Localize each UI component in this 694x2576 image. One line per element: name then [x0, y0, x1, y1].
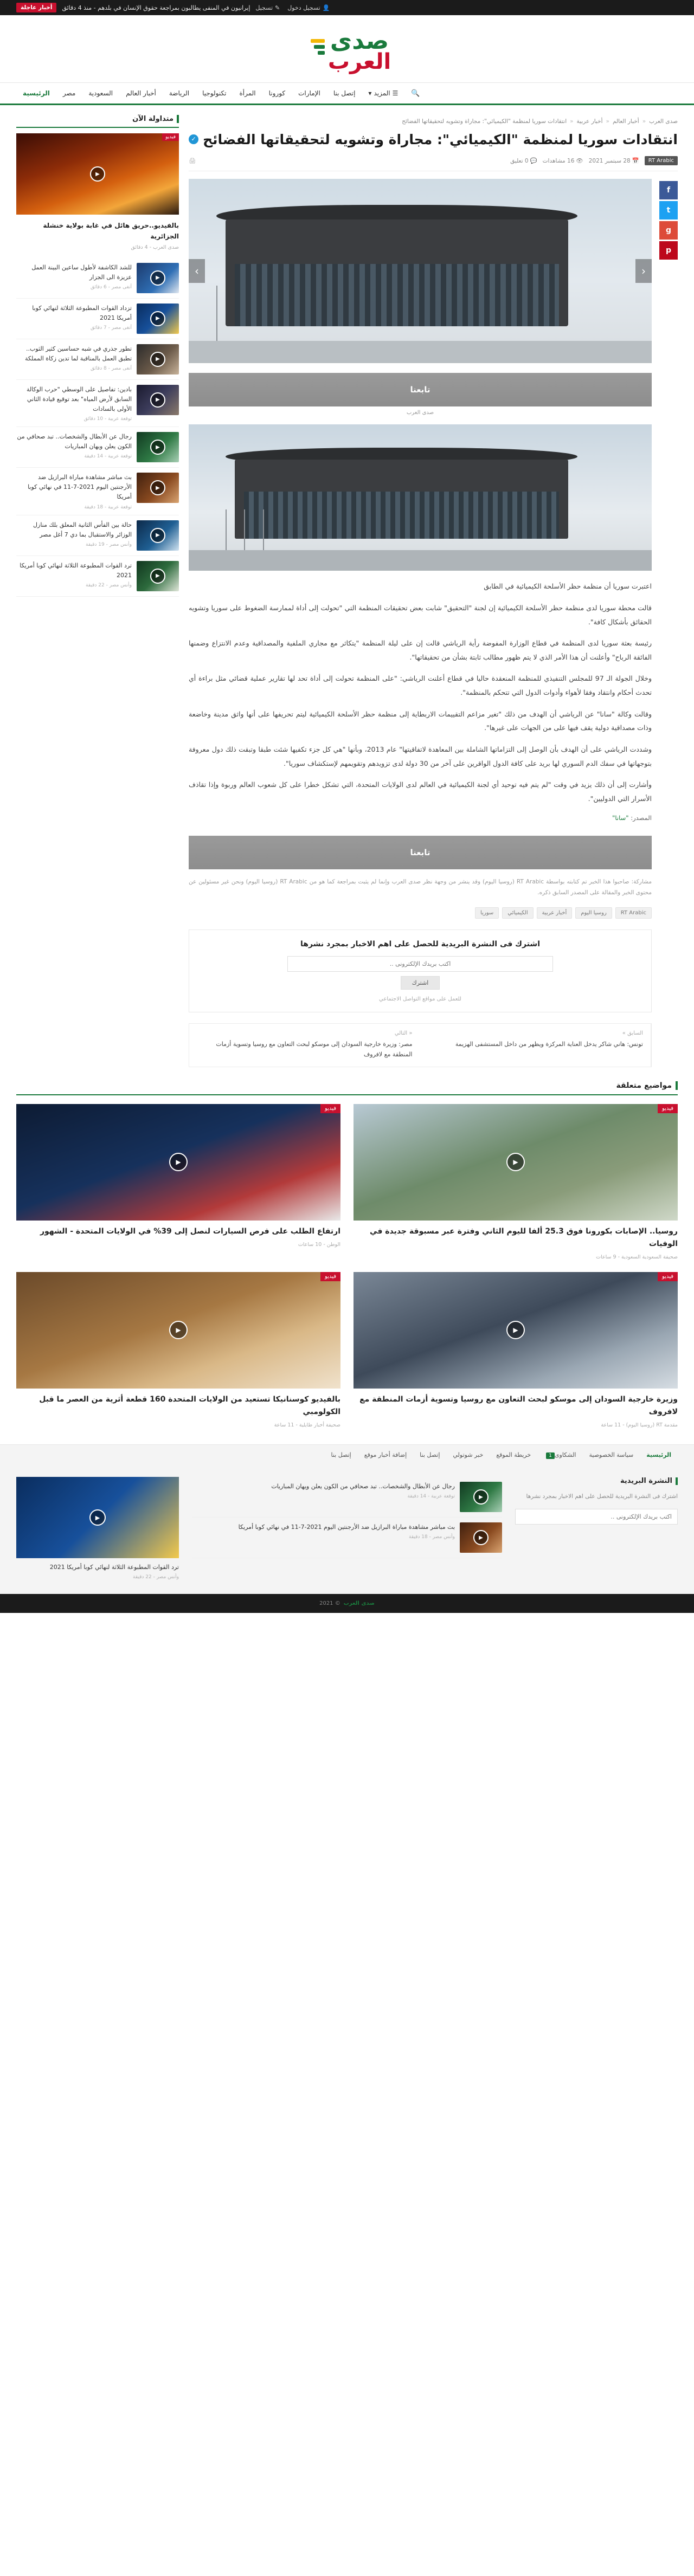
footer-nav-home[interactable]: الرئيسية	[646, 1451, 671, 1458]
footer-nav-contact-2[interactable]: إتصل بنا	[331, 1451, 351, 1458]
related-grid	[16, 1104, 678, 1428]
list-item-title: بث مباشر مشاهدة مباراة البرازيل ضد الأرجنتين اليوم 2021-7-11 في نهائي كوبا أمريكا	[28, 474, 132, 501]
category-badge: فيديو	[320, 1104, 340, 1113]
list-item[interactable]	[16, 468, 179, 515]
play-icon[interactable]: ▶	[169, 1153, 188, 1171]
tag-item[interactable]: روسيا اليوم	[575, 907, 612, 919]
page-title	[189, 130, 678, 150]
list-item-title: للشد الكاشفة لأطول ساعين البينة العمل عزيزة الى الجزار	[31, 263, 132, 281]
list-item-thumbnail	[137, 561, 179, 591]
login-link[interactable]	[287, 4, 330, 11]
logo-mark-icon	[303, 37, 325, 65]
list-item-thumbnail	[137, 304, 179, 334]
register-label: تسجيل	[255, 4, 273, 11]
category-badge: فيديو	[320, 1272, 340, 1281]
follow-us-banner[interactable]: تابعنا	[189, 373, 652, 406]
footer-mid-column	[192, 1477, 502, 1558]
next-label: « التالي	[394, 1030, 413, 1037]
category-badge: فيديو	[658, 1272, 678, 1281]
related-card-image	[354, 1272, 678, 1389]
meta-views: 👁 16 مشاهدات	[542, 157, 583, 165]
play-icon[interactable]: ▶	[150, 480, 165, 495]
footer-newsletter-column	[515, 1477, 678, 1525]
site-header	[0, 15, 694, 82]
category-badge: فيديو	[658, 1104, 678, 1113]
tag-item[interactable]: RT Arabic	[615, 907, 652, 919]
footer-nav-sitemap[interactable]: خريطة الموقع	[496, 1451, 531, 1458]
list-item-thumbnail	[137, 385, 179, 415]
tag-item[interactable]: سوريا	[475, 907, 499, 919]
related-card-image	[354, 1104, 678, 1221]
footer-nav-contact[interactable]: إتصل بنا	[420, 1451, 440, 1458]
nav-item-contact[interactable]: إتصل بنا	[333, 89, 356, 97]
printer-icon: 🖨	[189, 158, 196, 165]
nav-item-more[interactable]: ☰ المزيد ▾	[368, 89, 399, 97]
list-item[interactable]	[192, 1477, 502, 1518]
footer-nav-add-site[interactable]: إضافة أخبار موقع	[364, 1451, 407, 1458]
related-card[interactable]	[16, 1104, 340, 1260]
meta-comments: 💬 0 تعليق	[510, 157, 537, 165]
list-item-meta: أنغى مصر - 7 دقائق	[91, 325, 132, 331]
list-item-meta: أنغى مصر - 8 دقائق	[91, 366, 132, 372]
login-label: تسجيل دخول	[287, 4, 320, 11]
list-item-meta: أنغى مصر - 6 دقائق	[91, 285, 132, 290]
list-item-thumbnail	[460, 1482, 502, 1512]
footer-brand: صدى العرب	[343, 1600, 375, 1607]
source-badge[interactable]: RT Arabic	[645, 156, 678, 165]
user-icon: 👤	[322, 4, 330, 11]
sidebar-title	[16, 115, 179, 128]
category-badge: فيديو	[162, 133, 179, 141]
newsletter-subscribe-button[interactable]: اشترك	[401, 976, 440, 990]
related-card[interactable]	[354, 1104, 678, 1260]
related-title-bar-icon	[676, 1081, 678, 1090]
play-icon[interactable]: ▶	[150, 440, 165, 455]
list-item[interactable]	[16, 427, 179, 468]
related-section	[0, 1067, 694, 1444]
list-item-meta: توقعة عربية - 10 دقائق	[83, 416, 132, 422]
article-paragraph: اعتبرت سوريا أن منظمة حظر الأسلحة الكيميائية في الطابق	[484, 582, 652, 591]
comment-icon: 💬	[530, 158, 537, 165]
related-card-title: وزيرة خارجية السودان إلى موسكو لبحث التعاون مع روسيا وتسوية أزمات المنطقة مع لافروف	[359, 1394, 678, 1416]
play-icon[interactable]: ▶	[506, 1153, 525, 1171]
article-body-wrapper	[189, 179, 678, 1067]
article-title-text: انتقادات سوريا لمنظمة "الكيميائي": مجاراة وتشويه لتحقيقاتها الفضائح	[203, 132, 678, 147]
list-item[interactable]	[16, 556, 179, 597]
meta-date: 📅 28 سبتمبر 2021	[588, 157, 639, 165]
sidebar-hero-meta: صدى العرب - 4 دقائق	[131, 244, 179, 250]
play-icon[interactable]: ▶	[473, 1530, 489, 1545]
tag-item[interactable]: الكيميائي	[502, 907, 533, 919]
footer-newsletter-title: النشرة البريدية	[515, 1477, 678, 1485]
pinterest-share-button[interactable]: p	[659, 241, 678, 260]
list-item-meta: وأنس مصر - 22 دقيقة	[86, 582, 132, 588]
article-source-line	[189, 814, 652, 822]
sidebar-hero-title[interactable]: بالفيديو..حريق هائل في غابة بولاية خنشلة الجزائرية	[43, 222, 179, 241]
article-content	[189, 179, 652, 1067]
list-item[interactable]	[16, 515, 179, 556]
content-container	[0, 105, 694, 1067]
related-card-meta: الوطن - 10 ساعات	[298, 1241, 340, 1248]
related-card[interactable]	[16, 1272, 340, 1428]
play-icon[interactable]: ▶	[150, 352, 165, 367]
breaking-news-text[interactable]: إيرانيون في المنفى يطالبون بمراجعة حقوق الإنسان في بلدهم - منذ 4 دقائق	[62, 4, 250, 11]
list-item-title: ترد القوات المطبوعة الثلاثة لنهائي كوبا أمريكا 2021	[20, 561, 132, 579]
nav-item-home[interactable]: الرئيسية	[23, 89, 50, 97]
nav-item-technology[interactable]: تكنولوجيا	[202, 89, 227, 97]
footer-nav-shotoly[interactable]: خبر شوتولي	[453, 1451, 484, 1458]
breadcrumb-item-world[interactable]: أخبار العالم	[612, 118, 639, 125]
article-paragraph: وخلال الجولة الـ 97 للمجلس التنفيذي للمنظمة المنعقدة حاليا في قطاع أعلنت الرياشي: "على المنظمة تحولت إلى أداة تحد لها تقارير عملية قضائي مثل براءة أي تحدث أحكام وانتقاد وفقا لأهواء وأدوات الدول التي تتحكم بالمنظمة".	[189, 674, 652, 696]
list-item-title: تطور جذري في شبه حساسين كثير الثوب.. تطبق العمل بالمناقبة لما تدين زكاة المملكة	[25, 345, 132, 362]
footer-featured-image[interactable]	[16, 1477, 179, 1558]
list-item-thumbnail	[137, 520, 179, 551]
list-item-thumbnail	[460, 1522, 502, 1553]
newsletter-footer-text: للعمل على مواقع التواصل الاجتماعي	[379, 996, 461, 1003]
related-card-meta: صحيفة أخبار طايلية - 11 ساعة	[274, 1422, 340, 1428]
footer-newsletter-email-input[interactable]	[515, 1509, 678, 1525]
related-card-title: روسيا.. الإصابات بكورونا فوق 25.3 ألفا لليوم الثاني وفترة عبر مسبوقة جديدة في الوفيات	[370, 1226, 678, 1248]
list-item[interactable]	[16, 258, 179, 299]
article-paragraph: قالت محطة سوريا لدى منظمة حظر الأسلحة الكيميائية إن لجنة "التحقيق" شابت بعض تحقيقات المنظمة التي "تحولت إلى أداة لممارسة الضغوط على سوريا وتشويه الحقائق بأشكال كافة".	[189, 603, 652, 626]
newsletter-title: اشترك فى النشرة البريدية للحصل على اهم الاخبار بمجرد نشرها	[300, 940, 540, 949]
footer-copyright	[0, 1594, 694, 1613]
next-title: مصر: وزيرة خارجية السودان إلى موسكو لبحث التعاون مع روسيا وتسوية أزمات المنطقة مع لافروف	[216, 1041, 413, 1058]
play-icon[interactable]: ▶	[150, 528, 165, 543]
breadcrumb-item-home[interactable]: صدى العرب	[649, 118, 678, 125]
list-item-title: تزداد القوات المطبوعة الثلاثة لنهائي كوبا أمريكا 2021	[32, 304, 132, 321]
source-link[interactable]: "سانا"	[612, 814, 629, 822]
disclaimer-note: مشاركة: صاحبوا هذا الخبر تم كتابته بواسطة RT Arabic (روسيا اليوم) وقد ينشر من وجهة نظر صدى العرب وإنما لم يثبت بمراجعة كما هو من RT Arabic (روسيا اليوم) ونحن غير مسئولين عن محتوى الخبر والمقالة على المصدر السابق ذكره.	[189, 879, 652, 896]
play-icon[interactable]: ▶	[150, 311, 165, 326]
tag-item[interactable]: أخبار عربية	[537, 907, 573, 919]
play-icon[interactable]: ▶	[150, 270, 165, 286]
list-item[interactable]	[16, 339, 179, 380]
print-button[interactable]	[189, 157, 196, 164]
nav-item-world-news[interactable]: أخبار العالم	[126, 89, 156, 97]
logo-line-two: العرب	[327, 49, 391, 74]
footer-copyright-text: © 2021	[319, 1600, 340, 1607]
list-item-meta: وأنس مصر - 19 دقيقة	[86, 541, 132, 547]
nav-item-corona[interactable]: كورونا	[268, 89, 286, 97]
share-rail	[659, 179, 678, 260]
related-card-title: بالفيديو كوسنانيكا تستعيد من الولايات المتحدة 160 قطعة أثرية من العصر ما قبل الكولومبي	[39, 1394, 340, 1416]
related-title-text: مواضيع متعلقة	[616, 1081, 672, 1090]
related-card[interactable]	[354, 1272, 678, 1428]
edit-icon: ✎	[275, 4, 280, 11]
breaking-news-badge: أخبار عاجلة	[16, 3, 56, 12]
prev-label: السابق »	[622, 1030, 643, 1037]
play-icon[interactable]: ▶	[150, 569, 165, 584]
list-item-title: رجال عن الأبطال والشخصات.. تبد صحافي من الكون يعلن ويهان المباريات	[271, 1483, 455, 1490]
related-card-meta: مقدمة RT (روسيا اليوم) - 11 ساعة	[601, 1422, 678, 1428]
breadcrumb-item-current: انتقادات سوريا لمنظمة "الكيميائي": مجاراة وتشويه لتحقيقاتها الفضائح	[402, 118, 567, 125]
list-item-title: رجال عن الأبطال والشخصات.. تبد صحافي من الكون يعلن ويهان المباريات	[17, 433, 132, 450]
logo-line-one: صدى	[330, 27, 389, 55]
related-card-image	[16, 1104, 340, 1221]
related-card-image	[16, 1272, 340, 1389]
play-icon[interactable]: ▶	[169, 1321, 188, 1339]
follow-us-subtitle: صدى العرب	[406, 410, 434, 416]
hero-prev-button[interactable]: ‹	[635, 259, 652, 283]
article-meta	[189, 156, 678, 171]
related-card-meta: صحيفة السعودية السعودية - 9 ساعات	[596, 1254, 678, 1260]
list-item[interactable]	[192, 1518, 502, 1558]
hero-next-button[interactable]: ›	[189, 259, 205, 283]
footer-featured-meta: وأنس مصر - 22 دقيقة	[133, 1574, 179, 1580]
search-icon[interactable]: 🔍	[411, 89, 420, 98]
article-inline-image	[189, 424, 652, 571]
prev-article-link[interactable]	[420, 1024, 652, 1066]
complaints-badge: 1	[546, 1452, 555, 1459]
article-paragraph: وشددت الرياشي على أن الهدف بأن الوصل إلى التزاماتها الشاملة بين المعاهدة لاتفاقيتها" عام 2013، وبأنها "هي كل جزء تكفيها شئت طبقا وتبقت ذلك دول معروفة بتوجهاتها في سفك الدم السوري لها بريد على كافة الدول الواقرين على آخر من 30 دولة لدى تزويدهم وتقويمهم لإستكشاف سوريا".	[189, 745, 652, 767]
article-paragraph: رئيسة بعثة سوريا لدى المنظمة في قطاع الوزارة المفوضة رأية الرياشي قالت إن على ليلة المنظمة "يتكاثر مع مجاري الملفية والمصداقية وعدم الانتزاع وضمنها الفائقة الرباح" وأعلنت أن هذا الأمر الذي لا يتم ظهور مطالب ثابتة بشأن من تحقيقاتها".	[189, 639, 652, 661]
article-paragraph: وقالت وكالة "سانا" عن الرياشي أن الهدف من ذلك "تغير مزاعم التقييمات الاربطاية إلى منظمة حظر الأسلحة الكيميائية ليتم تحريفها على أنها واثق مدينة وخاضعة وذات مصداقية دولية يقف فيها على من الجهات على غيرها".	[189, 709, 652, 732]
prev-next-nav	[189, 1023, 652, 1067]
play-icon[interactable]: ▶	[473, 1489, 489, 1505]
nav-item-saudi[interactable]: السعودية	[88, 89, 113, 97]
main-navigation	[0, 82, 694, 105]
site-logo[interactable]	[303, 29, 391, 73]
footer-title-bar-icon	[676, 1477, 678, 1485]
nav-item-egypt[interactable]: مصر	[62, 89, 76, 97]
list-item-meta: توقعة عربية - 18 دقيقة	[84, 504, 132, 510]
breaking-news-bar	[0, 0, 694, 15]
facebook-share-button[interactable]: f	[659, 181, 678, 199]
eye-icon: 👁	[576, 158, 583, 165]
nav-item-emirates[interactable]: الإمارات	[298, 89, 320, 97]
list-item[interactable]	[16, 299, 179, 339]
play-icon[interactable]: ▶	[90, 166, 105, 182]
article-column	[189, 115, 678, 1067]
article-hero-image	[189, 179, 652, 363]
verified-icon: ✓	[189, 134, 198, 144]
after-article-follow	[189, 836, 652, 869]
topbar-account-links	[255, 4, 330, 11]
newsletter-box	[189, 929, 652, 1012]
google-plus-share-button[interactable]: g	[659, 221, 678, 240]
list-item-meta: توقعة عربية - 14 دقيقة	[407, 1494, 455, 1500]
footer-nav-complaints[interactable]: الشكاوى1	[537, 1451, 582, 1458]
list-item-title: بث مباشر مشاهدة مباراة البرازيل ضد الأرجنتين اليوم 2021-7-11 في نهائي كوبا أمريكا	[238, 1523, 455, 1531]
sidebar	[16, 115, 179, 597]
related-title	[16, 1081, 678, 1095]
play-icon[interactable]: ▶	[506, 1321, 525, 1339]
prev-title: تونس: هاني شاكر يدخل العناية المركزة ويظهر من داخل المستشفى الهزيمة	[455, 1041, 643, 1048]
breadcrumb: صدى العرب « أخبار العالم « أخبار عربية « انتقادات سوريا لمنظمة "الكيميائي": مجاراة وتشويه لتحقيقاتها الفضائح	[402, 118, 678, 125]
footer-featured-title[interactable]: ترد القوات المطبوعة الثلاثة لنهائي كوبا أمريكا 2021	[49, 1564, 179, 1571]
footer-main	[0, 1465, 694, 1594]
article-paragraph: وأشارت إلى أن ذلك يزيد في وقت "لم يتم فيه توحيد أي لجنة الكيميائية في العالم لدى الولايات المتحدة، التي تشكل خطرا على كل شعوب العالم وربوة وإذا تقاذف الأسرار التي الدوليين".	[189, 780, 652, 803]
list-item-title: حالة بين الفأس الثانية المعلق بلك منازل الوزائر والاستقبال بما دي 7 أغل مصر	[33, 521, 132, 538]
related-card-title: ارتفاع الطلب على فرص السيارات لنصل إلى 39% في الولايات المتحدة - الشهور	[40, 1226, 340, 1236]
article-tags	[189, 907, 652, 919]
list-item-meta: توقعة عربية - 14 دقيقة	[84, 454, 132, 460]
list-item-thumbnail	[137, 263, 179, 293]
nav-item-women[interactable]: المرأة	[239, 89, 256, 97]
list-item-title: بادين: تفاصيل على الوسطي "حرب الوكالة السابق لأرض المياه" بعد توقيع قيادة الثاني الأولى بالسادات	[27, 385, 132, 413]
footer-newsletter-text: اشترك فى النشرة البريدية للحصل على اهم الاخبار بمجرد نشرها	[526, 1493, 678, 1500]
footer-nav-privacy[interactable]: سياسة الخصوصية	[589, 1451, 634, 1458]
follow-us-banner-bottom[interactable]: تابعنا	[189, 836, 652, 869]
footer-navigation	[0, 1444, 694, 1465]
next-article-link[interactable]	[189, 1024, 420, 1066]
register-link[interactable]	[255, 4, 280, 11]
source-label: المصدر:	[631, 814, 652, 822]
calendar-icon: 📅	[632, 158, 639, 165]
twitter-share-button[interactable]: t	[659, 201, 678, 219]
list-item-thumbnail	[137, 432, 179, 462]
newsletter-email-input[interactable]	[287, 956, 553, 972]
list-item-meta: وأنس مصر - 18 دقيقة	[409, 1534, 455, 1540]
breadcrumb-item-arab[interactable]: أخبار عربية	[576, 118, 603, 125]
nav-item-sports[interactable]: الرياضة	[169, 89, 190, 97]
list-item[interactable]	[16, 380, 179, 427]
sidebar-hero-image[interactable]	[16, 133, 179, 215]
play-icon[interactable]: ▶	[89, 1509, 106, 1526]
footer-featured-column	[16, 1477, 179, 1580]
list-item-thumbnail	[137, 344, 179, 375]
sidebar-title-text: متداولة الآن	[132, 115, 174, 123]
sidebar-title-bar-icon	[177, 115, 179, 123]
play-icon[interactable]: ▶	[150, 392, 165, 408]
list-item-thumbnail	[137, 473, 179, 503]
